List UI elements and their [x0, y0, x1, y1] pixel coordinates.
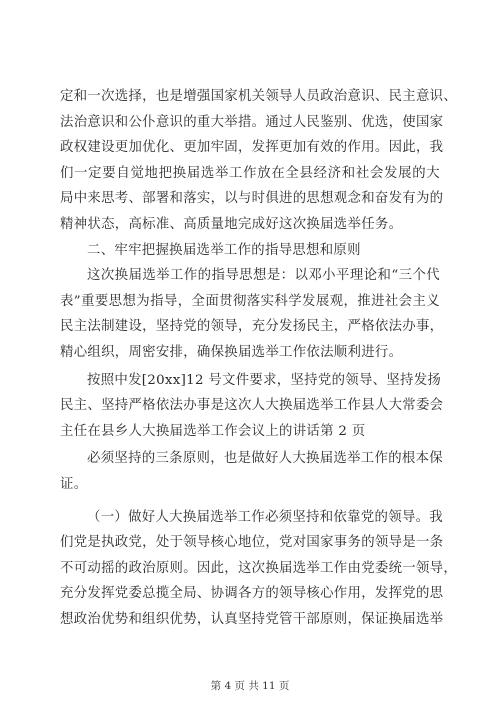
text-line: 民主法制建设，坚持党的领导，充分发扬民主，严格依法办事， — [60, 319, 444, 335]
text-line: 必须坚持的三条原则，也是做好人大换届选举工作的根本保 — [87, 451, 443, 467]
text-line: 们党是执政党，处于领导核心地位，党对国家事务的领导是一条 — [60, 535, 444, 551]
text-line: （一）做好人大换届选举工作必须坚持和依靠党的领导。我 — [87, 509, 443, 525]
text-line: 精神状态，高标准、高质量地完成好这次换届选举任务。 — [60, 216, 403, 232]
text-line: 不可动摇的政治原则。因此，这次换届选举工作由党委统一领导， — [60, 560, 458, 576]
text-line: 想政治优势和组织优势，认真坚持党管干部原则，保证换届选举 — [60, 611, 444, 627]
text-line: 局中来思考、部署和落实，以与时俱进的思想观念和奋发有为的 — [60, 191, 444, 207]
text-line: 精心组织，周密安排，确保换届选举工作依法顺利进行。 — [60, 344, 403, 360]
text-line: 充分发挥党委总揽全局、协调各方的领导核心作用，发挥党的思 — [60, 586, 444, 602]
section-heading: 二、牢牢把握换届选举工作的指导思想和原则 — [87, 242, 361, 258]
text-line: 证。 — [60, 476, 88, 492]
text-line: 主任在县乡人大换届选举工作会议上的讲话第 2 页 — [60, 423, 366, 439]
text-line: 法治意识和公仆意识的重大举措。通过人民鉴别、优选，使国家 — [60, 114, 444, 130]
text-line: 定和一次选择，也是增强国家机关领导人员政治意识、民主意识、 — [60, 89, 458, 104]
text-line: 民主、坚持严格依法办事是这次人大换届选举工作县人大常委会 — [60, 398, 444, 414]
text-line: 表”重要思想为指导，全面贯彻落实科学发展观，推进社会主义 — [60, 293, 440, 309]
text-line: 政权建设更加优化、更加牢固，发挥更加有效的作用。因此，我 — [60, 140, 444, 156]
document-body — [60, 84, 458, 632]
text-line: 们一定要自觉地把换届选举工作放在全县经济和社会发展的大 — [60, 165, 440, 181]
text-line: 按照中发[20xx]12 号文件要求，坚持党的领导、坚持发扬 — [87, 372, 442, 388]
page-number-footer: 第 4 页 共 11 页 — [210, 680, 290, 692]
text-line: 这次换届选举工作的指导思想是：以邓小平理论和“三个代 — [87, 268, 440, 284]
